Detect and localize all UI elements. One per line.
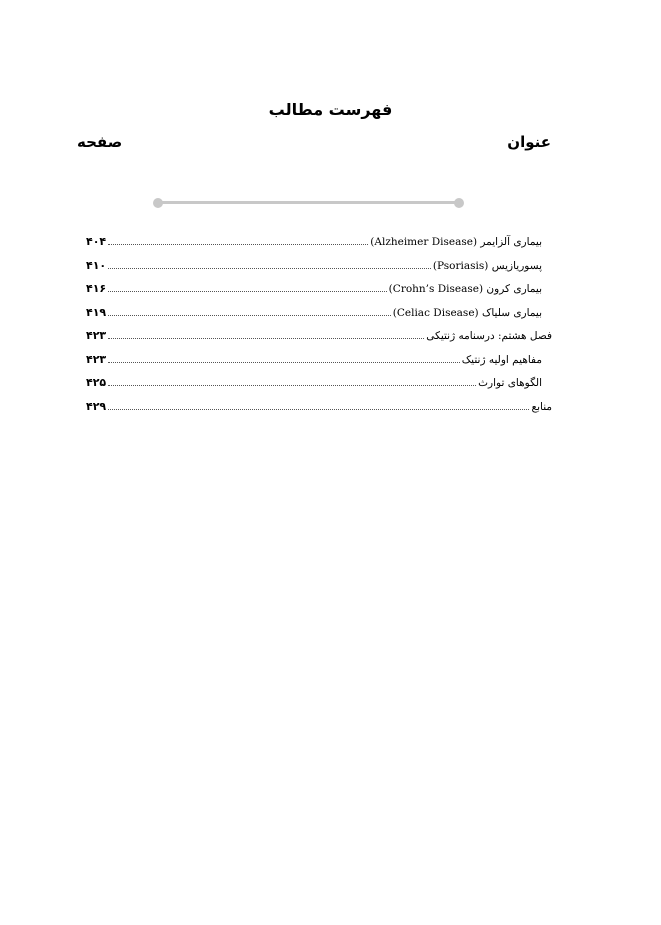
dot-leader (108, 376, 476, 386)
dot-leader (108, 353, 460, 363)
toc-entry[interactable] (86, 305, 552, 329)
divider-dot-left (153, 198, 163, 208)
toc-list (86, 234, 552, 422)
toc-entry-page: ۴۲۵ (86, 376, 107, 389)
dot-leader (108, 282, 387, 292)
page-column-header: صفحه (77, 133, 123, 151)
toc-entry-page: ۴۲۹ (86, 399, 107, 413)
toc-entry-title: بیماری کرون (Crohn’s Disease) (388, 283, 542, 295)
toc-entry[interactable] (86, 375, 552, 399)
toc-entry[interactable] (86, 399, 552, 423)
divider-bar (157, 201, 460, 204)
dot-leader (108, 329, 424, 339)
toc-entry[interactable] (86, 258, 552, 282)
toc-entry-page: ۴۱۹ (86, 305, 107, 319)
toc-entry-page: ۴۲۳ (86, 352, 107, 366)
toc-entry-title: الگوهای توارث (478, 377, 542, 389)
toc-entry[interactable] (86, 328, 552, 352)
toc-title: فهرست مطالب (268, 100, 393, 119)
toc-entry-title: منابع (531, 400, 552, 413)
toc-entry[interactable] (86, 234, 552, 258)
toc-entry-title: بیماری سلیاک (Celiac Disease) (392, 306, 542, 319)
dot-leader (108, 235, 368, 245)
toc-entry[interactable] (86, 352, 552, 376)
toc-entry-title: مفاهیم اولیه ژنتیک (461, 353, 542, 366)
toc-entry[interactable] (86, 281, 552, 305)
toc-entry-page: ۴۰۴ (86, 235, 107, 248)
toc-entry-page: ۴۱۶ (86, 282, 107, 295)
toc-entry-title: فصل هشتم: درسنامه ژنتیکی (426, 330, 552, 342)
dot-leader (108, 259, 431, 269)
toc-entry-page: ۴۱۰ (86, 258, 107, 272)
title-column-header: عنوان (507, 133, 551, 151)
toc-entry-title: پسوریازیس (Psoriasis) (432, 259, 542, 272)
dot-leader (108, 306, 391, 316)
divider-dot-right (454, 198, 464, 208)
dot-leader (108, 400, 529, 410)
toc-entry-page: ۴۲۳ (86, 329, 107, 342)
decorative-divider (153, 198, 464, 208)
toc-entry-title: بیماری آلزایمر (Alzheimer Disease) (370, 236, 542, 248)
